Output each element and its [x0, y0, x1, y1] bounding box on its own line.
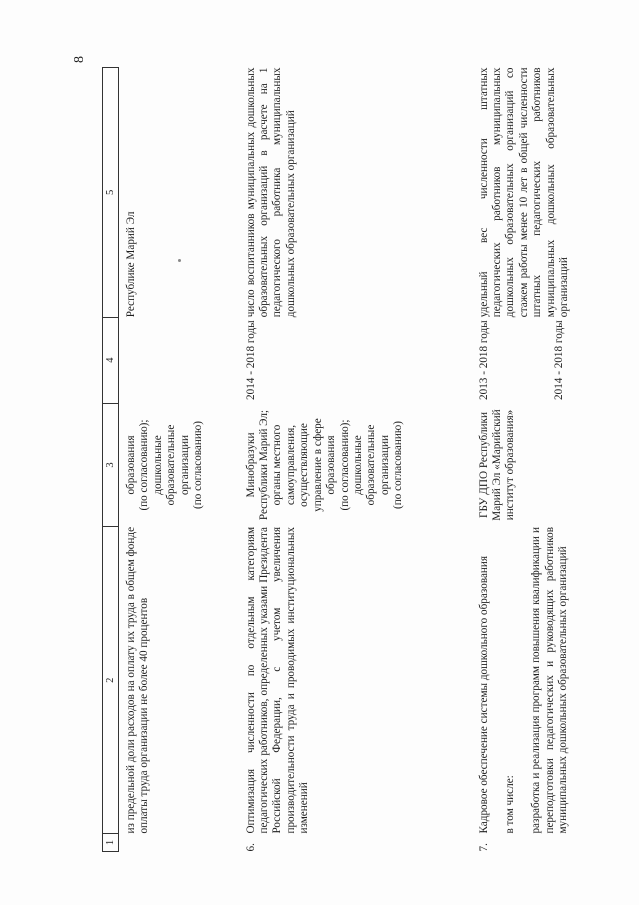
executors-cell: [239, 403, 474, 527]
executors-cell: [474, 403, 572, 527]
table-row-continuation: [119, 68, 239, 852]
measure-text: из предельной доли расходов на оплату их труда в общем фонде оплаты труда организации не более 40 процентов: [125, 526, 151, 834]
column-header-4: 4: [103, 317, 119, 403]
table-row-7: [474, 68, 572, 852]
executor-line: (по согласованию);: [138, 419, 151, 511]
executor-line: Марий Эл «Марийский: [490, 409, 503, 521]
executor-line: институт образования»: [504, 409, 517, 521]
measure-cell: [474, 527, 572, 834]
subheading-text: в том числе:: [503, 775, 516, 834]
period-text-2: 2014 - 2018 годы: [552, 320, 565, 400]
executor-line: (по согласованию): [392, 421, 405, 509]
submeasure-text: разработка и реализация программ повышения квалификации и переподготовки педагогических и руководящих работников муниципальных дошкольных образовательных организаций: [530, 526, 570, 834]
column-header-2: 2: [103, 527, 119, 834]
executor-line: дошкольные: [352, 435, 364, 495]
period-text: 2014 - 2018 годы: [244, 320, 257, 400]
executor-line: образования: [125, 435, 137, 495]
indicator-cell: [119, 68, 239, 318]
column-header-1: 1: [103, 834, 119, 852]
indicator-text: удельный вес численности штатных педагогических работников муниципальных дошкольных образовательных организаций со стажем работы менее 10 лет в общей численности штатных педагогических работников муниципальных дошкольных образовательных организаций: [477, 67, 571, 318]
executor-line: самоуправления,: [284, 424, 297, 506]
indicator-text: Республике Марий Эл: [125, 211, 137, 318]
row-number: 6.: [244, 843, 257, 852]
row-number: 7.: [477, 843, 490, 852]
executor-line: образовательные: [365, 424, 378, 506]
period-text: 2013 - 2018 годы: [477, 320, 490, 400]
executor-line: дошкольные: [151, 435, 164, 495]
column-header-3: 3: [103, 403, 119, 527]
scan-dot: [178, 259, 181, 262]
executor-line: (по согласованию): [192, 421, 205, 509]
executor-line: органы местного: [271, 424, 284, 506]
executor-line: образования: [325, 435, 338, 495]
page-number: 8: [72, 56, 87, 63]
indicator-text: число воспитанников муниципальных дошкольных образовательных организаций в расчете на 1 педагогического работника муниципальных дошкольных образовательных организаций: [244, 67, 297, 318]
executor-line: организации: [178, 434, 191, 496]
executor-line: Минобразуки: [244, 432, 257, 498]
executor-line: (по согласованию);: [338, 419, 351, 511]
table-row-6: [239, 68, 474, 852]
executor-line: ГБУ ДПО Республики: [477, 412, 490, 518]
executors-cell: [119, 403, 239, 527]
period-cell: [474, 317, 572, 403]
executor-line: организации: [378, 434, 391, 496]
executor-line: управление в сфере: [311, 418, 324, 512]
executor-line: образовательные: [165, 424, 178, 506]
measure-text: Кадровое обеспечение системы дошкольного образования: [477, 555, 490, 834]
executor-line: осуществляющие: [298, 423, 311, 507]
executor-line: Республики Марий Эл;: [257, 409, 270, 521]
column-header-row: [103, 68, 119, 852]
action-plan-table: [102, 67, 572, 852]
column-header-5: 5: [103, 68, 119, 318]
measure-text: Оптимизация численности по отдельным категориям педагогических работников, определенных указами Президента Российской Федерации, с учетом увеличения производительности труда и проводимых институциональных изменений: [244, 526, 311, 834]
